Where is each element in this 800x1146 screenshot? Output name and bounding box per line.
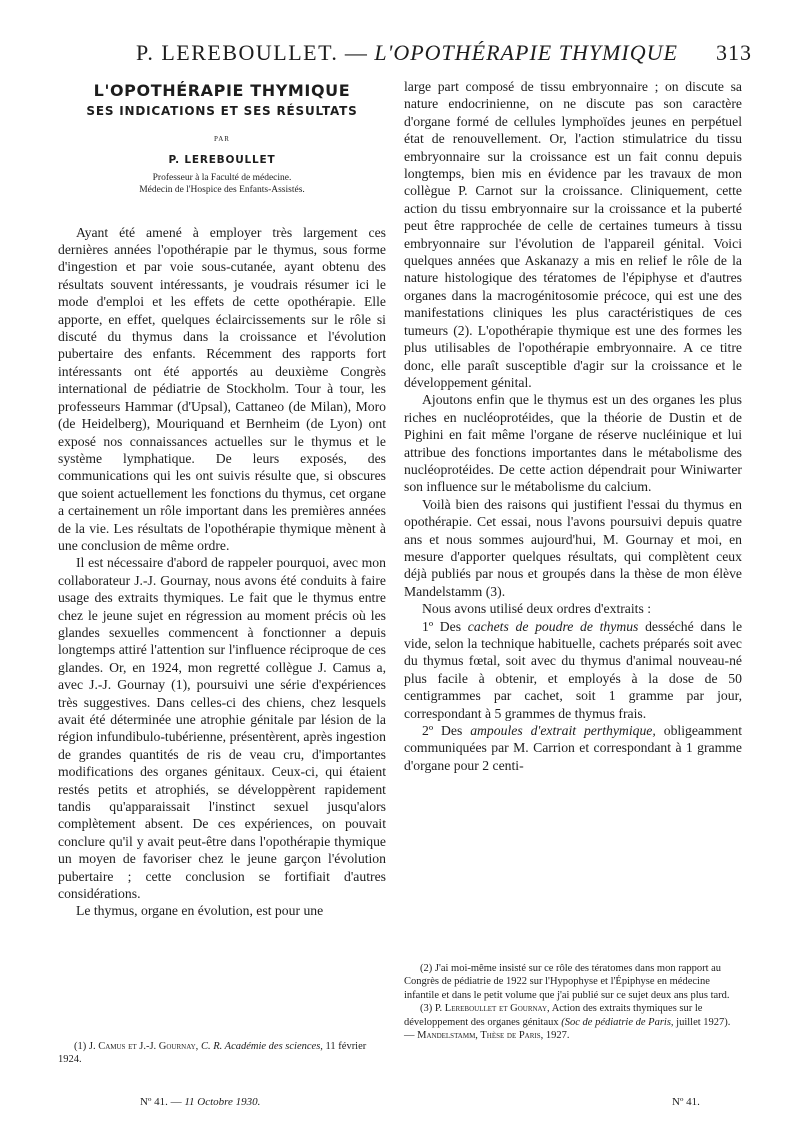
footnote-more: Mandelstamm, Thèse de Paris, 1927. [417, 1030, 570, 1042]
left-column [58, 78, 386, 920]
header-dash: — [344, 40, 368, 65]
footnote-date: 11 février 1924. [58, 1041, 367, 1066]
author-affiliation-2: Médecin de l'Hospice des Enfants-Assistés. [139, 184, 305, 195]
paragraph [404, 722, 742, 774]
footnote-source: (Soc de pédiatrie de Paris, [561, 1016, 674, 1028]
issue-line-left [140, 1096, 260, 1108]
footnote-date: juillet 1927). — [404, 1016, 731, 1042]
paragraph: Ajoutons enfin que le thymus est un des organes les plus riches en nucléoprotéides, que la théorie de Dustin et de Pighini en fait même l'organe de réserve nucléinique et lui attribue des fonctions importantes dans le métabolisme des nucléoprotéides. De cette action dépendrait pour Winiwarter son influence sur le métabolisme du calcium. [404, 392, 742, 495]
emphasis: ampoules d'extrait perthymique, [470, 723, 656, 739]
header-author: P. LEREBOULLET. [136, 40, 339, 65]
running-header [62, 40, 752, 74]
footnote-text: Action des extraits thymiques sur le développement des organes génitaux [404, 1003, 703, 1028]
footnote-number: (3) [420, 1003, 433, 1015]
footnote-2: (2) J'ai moi-même insisté sur ce rôle des tératomes dans mon rapport au Congrès de pédiatrie de 1922 sur l'Hypophyse et l'Épiphyse en médecine infantile et dans le petit volume que j'ai publié sur ce sujet deux ans plus tard. [404, 963, 730, 1001]
footnote-number: (1) [74, 1041, 87, 1052]
issue-line-right [672, 1096, 700, 1108]
issue-number: Nº 41. — [140, 1096, 182, 1108]
issue-number: Nº 41. [672, 1096, 700, 1108]
article-subtitle: SES INDICATIONS ET SES RÉSULTATS [86, 104, 358, 119]
text-span: Des [441, 723, 463, 739]
left-body [58, 224, 386, 920]
issue-date: 11 Octobre 1930. [184, 1096, 261, 1108]
emphasis: cachets de poudre de thymus [467, 618, 639, 634]
article-title: L'OPOTHÉRAPIE THYMIQUE [93, 81, 351, 100]
page-number: 313 [716, 40, 752, 65]
footnote-3 [404, 1002, 742, 1042]
footnote-authors: P. Lereboullet et Gournay, [434, 1003, 550, 1015]
paragraph: Voilà bien des raisons qui justifient l'essai du thymus en opothérapie. Cet essai, nous l'avons poursuivi depuis quatre ans et nous sommes aujourd'hui, M. Gournay et moi, en mesure d'apporter quelques résultats, qui complètent ceux déjà publiés par nous et groupés dans la thèse de mon élève Mandelstamm (3). [404, 496, 742, 599]
footnote-source: C. R. Académie des sciences, [200, 1041, 323, 1052]
list-number: 2º [422, 723, 434, 739]
article-author: P. LEREBOULLET [168, 154, 276, 167]
text-span: Des [439, 618, 462, 634]
footnotes-right [404, 962, 742, 1042]
footnotes-left [58, 1040, 386, 1067]
byline-par: PAR [214, 134, 230, 143]
footnote-1 [58, 1040, 386, 1067]
right-column [404, 78, 742, 774]
paragraph: Il est nécessaire d'abord de rappeler pourquoi, avec mon collaborateur J.-J. Gournay, nous avons été conduits à faire usage des extraits thymiques. Le fait que le thymus entre chez le jeune sujet en régression au moment précis où les glandes sexuelles commencent à fonctionner a depuis longtemps attiré l'attention sur l'influence réciproque de ces glandes. Or, en 1924, mon regretté collègue J. Camus a, avec J.-J. Gournay (1), poursuivi une série d'expériences très suggestives. Dans celles-ci des chiens, chez lesquels avait été déterminée une atrophie génitale par lésion de la région infundibulo-tubérienne, présentèrent, après ingestion de grandes quantités de ris de veau cru, d'importantes modifications des organes génitaux. Ceux-ci, qui étaient restés petits et atrophiés, se développèrent rapidement tandis qu'apparaissait l'instinct sexuel jusqu'alors complètement absent. De ces expériences, on pouvait conclure qu'il y avait peut-être dans l'opothérapie thymique un moyen de favoriser chez le jeune garçon l'évolution pubertaire ; cette conclusion se fortifiait d'autres considérations. [58, 555, 386, 902]
author-affiliation-1: Professeur à la Faculté de médecine. [152, 172, 292, 183]
paragraph: Le thymus, organe en évolution, est pour une [76, 903, 324, 919]
paragraph: Ayant été amené à employer très largement ces dernières années l'opothérapie par le thymus, sous forme d'ingestion et par voie sous-cutanée, ayant obtenu des résultats souvent intéressants, je voudrais résumer ici le mode d'emploi et les effets de cette opothérapie. Elle apporte, en effet, quelques éclaircissements sur le rôle si discuté du thymus dans la croissance et l'évolution pubertaire des enfants. Récemment des rapports fort intéressants ont été apportés au deuxième Congrès international de pédiatrie de Stockholm. Tour à tour, les professeurs Hammar (d'Upsal), Cattaneo (de Milan), Moro (de Heidelberg), Mouriquand et Bernheim (de Lyon) ont exposé nos connaissances actuelles sur le thymus et le système lymphatique. De leurs exposés, des communications qui les ont suivis résulte que, si obscures que soient actuellement les fonctions du thymus, cet organe a certainement un rôle important dans les premières années de la vie. Les résultats de l'opothérapie thymique mènent à une conclusion de même ordre. [58, 224, 386, 553]
text-span: desséché dans le vide, selon la technique habituelle, cachets préparés soit avec du thymus fœtal, soit avec du thymus d'animal nouveau-né plus facile à obtenir, et employés à la dose de 50 centigrammes par cachet, soit 1 gramme par jour, correspondant à 5 grammes de thymus frais. [404, 618, 743, 721]
header-title: L'OPOTHÉRAPIE THYMIQUE [374, 40, 678, 65]
paragraph [404, 618, 742, 722]
paragraph: large part composé de tissu embryonnaire ; on discute sa nature endocrinienne, on ne discute pas son caractère d'organe formé de cellules lymphoïdes jeunes en perpétuel état de renouvellement. Or, l'action stimulatrice du tissu embryonnaire sur la croissance est un fait connu depuis longtemps, bien mis en évidence par les travaux de mon collègue P. Carnot sur la croissance. Cliniquement, cette action du tissu embryonnaire sur la croissance et la puberté peut être rapprochée de celle de certaines tumeurs à tissu embryonnaire sur l'évolution de l'appareil génital. Voici quelques années que Askanazy a mis en relief le rôle de la nature histologique des tératomes de l'épiphyse et d'autres organes dans la macrogénitosomie précoce, qui est une des manifestations cliniques les plus caractéristiques de ces tumeurs (2). L'opothérapie thymique est une des formes les plus utilisables de l'opothérapie embryonnaire. A ce titre donc, elle paraît susceptible d'agir sur la croissance et le développement génital. [404, 79, 742, 390]
text-span: obligeamment communiquées par M. Carrion et correspondant à 1 gramme d'organe pour 2 centi- [404, 723, 743, 773]
list-number: 1º [422, 618, 434, 634]
footnote-authors: J. Camus et J.-J. Gournay, [88, 1041, 199, 1052]
right-body [404, 78, 742, 774]
paragraph: Nous avons utilisé deux ordres d'extraits : [422, 601, 652, 617]
